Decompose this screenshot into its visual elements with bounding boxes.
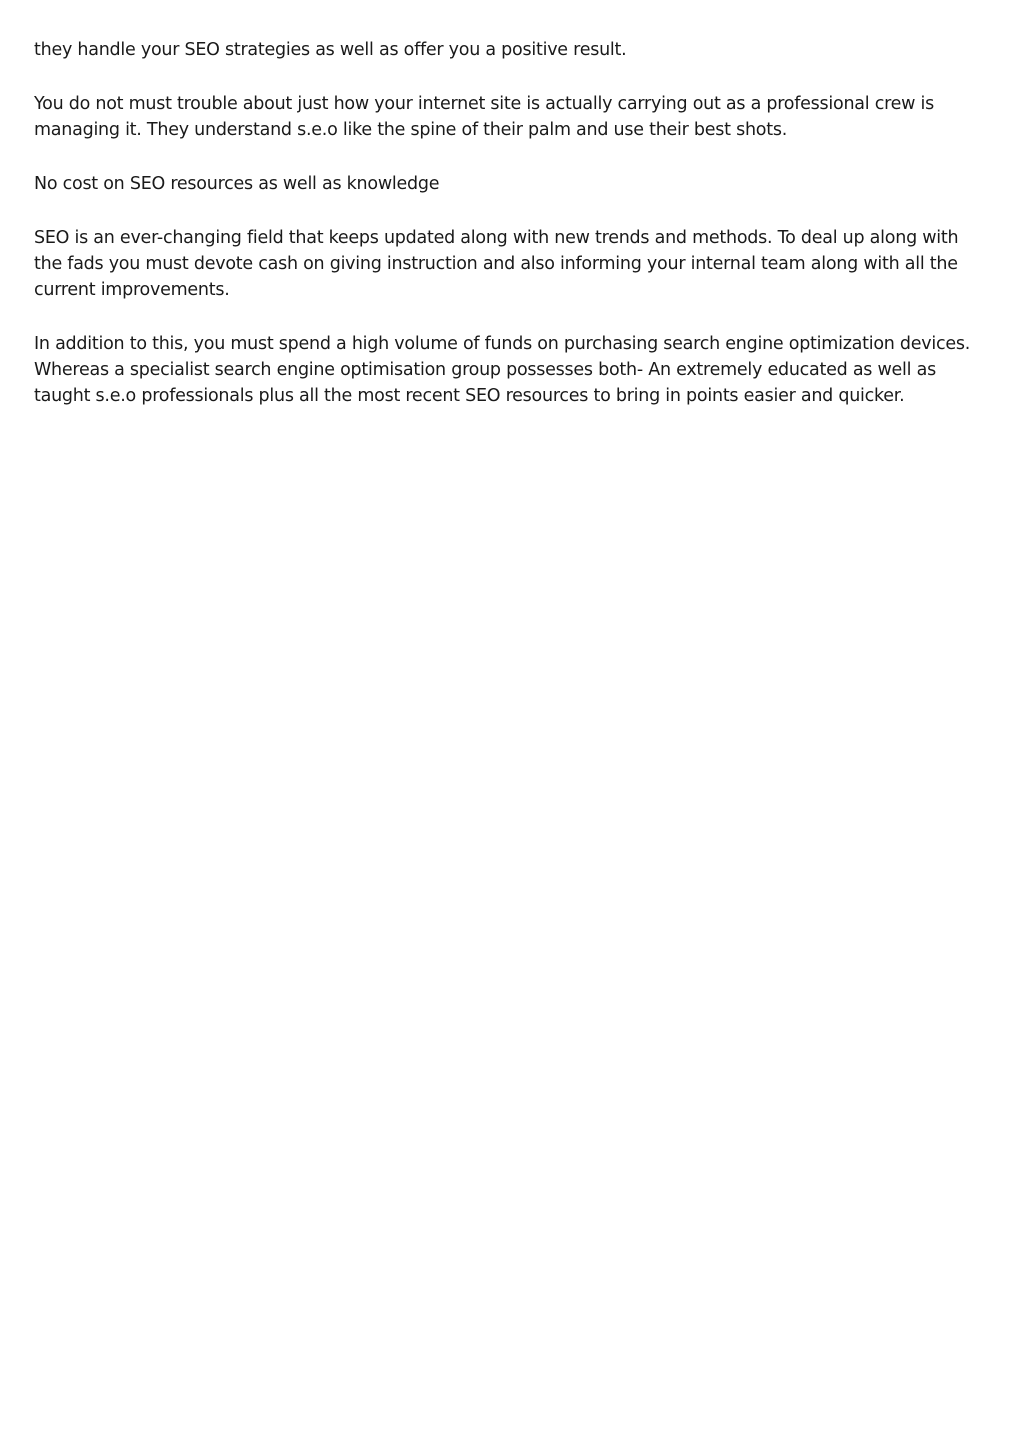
section-heading: No cost on SEO resources as well as knowledge xyxy=(34,174,440,194)
paragraph-1: they handle your SEO strategies as well as offer you a positive result. xyxy=(34,40,627,60)
paragraph-3: SEO is an ever-changing field that keeps updated along with new trends and methods. To deal up along with the fads you must devote cash on giving instruction and also informing your internal team along with all the current improvements. xyxy=(34,228,959,300)
paragraph-4: In addition to this, you must spend a high volume of funds on purchasing search engine optimization devices. Whereas a specialist search engine optimisation group possesses both- An extremely educated as well as taught s.e.o professionals plus all the most recent SEO resources to bring in points easier and quicker. xyxy=(34,334,971,406)
document-body xyxy=(34,37,984,437)
paragraph-2: You do not must trouble about just how your internet site is actually carrying out as a professional crew is managing it. They understand s.e.o like the spine of their palm and use their best shots. xyxy=(34,94,935,140)
